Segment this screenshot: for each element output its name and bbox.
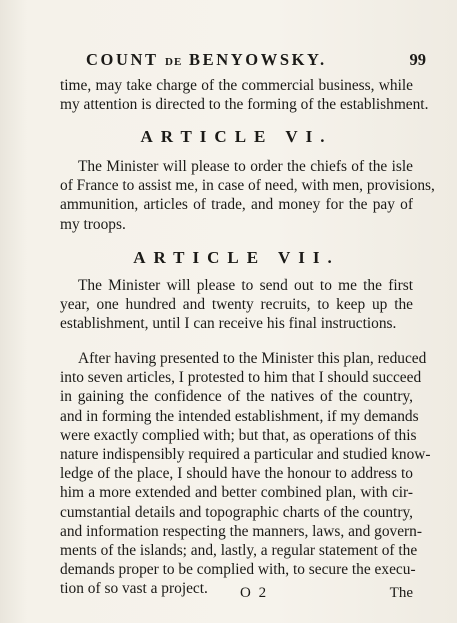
paragraph-continuation: [60, 76, 429, 114]
text-line: establishment, until I can receive his final instructions.: [60, 315, 397, 333]
article-six-body: [60, 157, 435, 234]
text-line: my troops.: [60, 215, 126, 233]
text-line: and in forming the intended establishment, if my demands: [60, 407, 419, 425]
text-line: him a more extended and better combined plan, with cir-: [60, 484, 413, 502]
text-line: time, may take charge of the commercial business, while: [60, 77, 413, 94]
text-line: of France to assist me, in case of need, with men, provisions,: [60, 177, 435, 195]
closing-paragraph: [60, 349, 431, 599]
text-line: ammunition, articles of trade, and money for the pay of: [60, 196, 413, 214]
text-line: tion of so vast a project.: [60, 580, 208, 598]
text-line: After having presented to the Minister this plan, reduced: [78, 350, 427, 367]
article-seven-heading: ARTICLE VII.: [133, 248, 340, 267]
text-line: into seven articles, I protested to him that I should succeed: [60, 369, 422, 387]
text-line: were exactly complied with; but that, as operations of this: [60, 426, 417, 444]
running-header: [86, 50, 426, 74]
article-seven-body: [60, 276, 413, 334]
text-line: in gaining the confidence of the natives of the country,: [60, 388, 413, 406]
catchword: The: [389, 585, 413, 601]
text-line: ments of the islands; and, lastly, a regular statement of the: [60, 542, 418, 560]
text-line: The Minister will please to order the chiefs of the isle: [78, 158, 413, 175]
text-line: ledge of the place, I should have the honour to address to: [60, 465, 413, 483]
running-head-title: COUNT DE BENYOWSKY.: [86, 50, 327, 69]
text-line: demands proper to be complied with, to secure the execu-: [60, 561, 416, 579]
text-line: my attention is directed to the forming of the establishment.: [60, 96, 429, 114]
text-line: The Minister will please to send out to me the first: [78, 277, 413, 294]
page-footer: [60, 585, 413, 607]
signature-mark: O 2: [240, 585, 269, 601]
text-line: nature indispensibly required a particular and studied know-: [60, 446, 431, 464]
text-line: year, one hundred and twenty recruits, to keep up the: [60, 296, 413, 314]
text-line: cumstantial details and topographic charts of the country,: [60, 503, 413, 521]
text-line: and information respecting the manners, laws, and govern-: [60, 522, 422, 540]
article-six-heading: ARTICLE VI.: [140, 127, 333, 146]
page-number: 99: [409, 50, 426, 69]
